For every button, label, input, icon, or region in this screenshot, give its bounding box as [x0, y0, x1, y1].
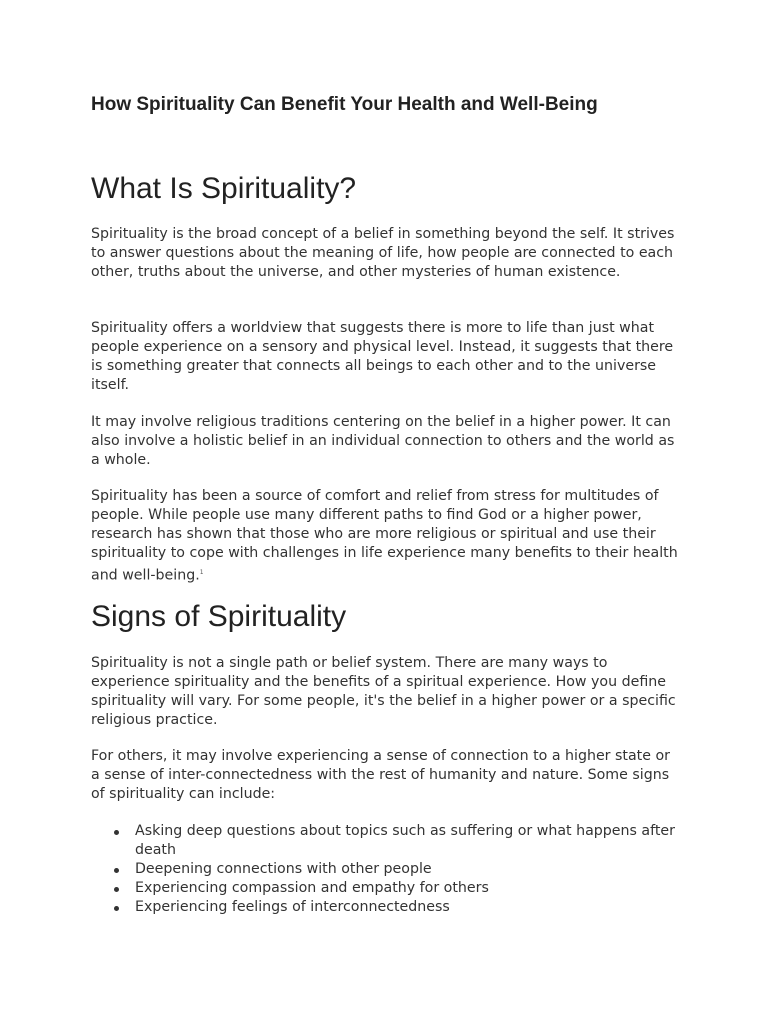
list-item-text: Asking deep questions about topics such as suffering or what happens after death [135, 823, 675, 858]
section-heading-signs-of-spirituality: Signs of Spirituality [91, 600, 347, 633]
list-item [91, 860, 681, 879]
list-item-text: Experiencing feelings of interconnectedness [135, 899, 450, 915]
signs-bullet-list [91, 822, 681, 917]
bullet-icon [114, 906, 119, 911]
paragraph: It may involve religious traditions centering on the belief in a higher power. It can also involve a holistic belief in an individual connection to others and the world as a whole. [91, 414, 675, 468]
list-item-text: Experiencing compassion and empathy for others [135, 880, 489, 896]
paragraph-text: Spirituality has been a source of comfort and relief from stress for multitudes of people. While people use many different paths to find God or a higher power, research has shown that those who are more religious or spiritual and use their spirituality to cope with challenges in life experience many benefits to their health and well-being. [91, 488, 678, 584]
paragraph: For others, it may involve experiencing a sense of connection to a higher state or a sense of inter-connectedness with the rest of humanity and nature. Some signs of spirituality can include: [91, 748, 670, 802]
paragraph: Spirituality is not a single path or belief system. There are many ways to experience spirituality and the benefits of a spiritual experience. How you define spirituality will vary. For some people, it's the belief in a higher power or a specific religious practice. [91, 655, 676, 728]
bullet-icon [114, 868, 119, 873]
bullet-icon [114, 830, 119, 835]
paragraph: Spirituality offers a worldview that suggests there is more to life than just what people experience on a sensory and physical level. Instead, it suggests that there is something greater that connects all beings to each other and to the universe itself. [91, 320, 674, 393]
document-title: How Spirituality Can Benefit Your Health and Well-Being [91, 94, 598, 115]
list-item [91, 822, 681, 860]
citation-marker[interactable]: 1 [199, 569, 204, 576]
bullet-icon [114, 887, 119, 892]
list-item-text: Deepening connections with other people [135, 861, 432, 877]
paragraph-with-citation [91, 487, 681, 586]
section-heading-what-is-spirituality: What Is Spirituality? [91, 172, 357, 205]
list-item [91, 898, 681, 917]
list-item [91, 879, 681, 898]
paragraph: Spirituality is the broad concept of a belief in something beyond the self. It strives to answer questions about the meaning of life, how people are connected to each other, truths about the universe, and other mysteries of human existence. [91, 226, 675, 280]
